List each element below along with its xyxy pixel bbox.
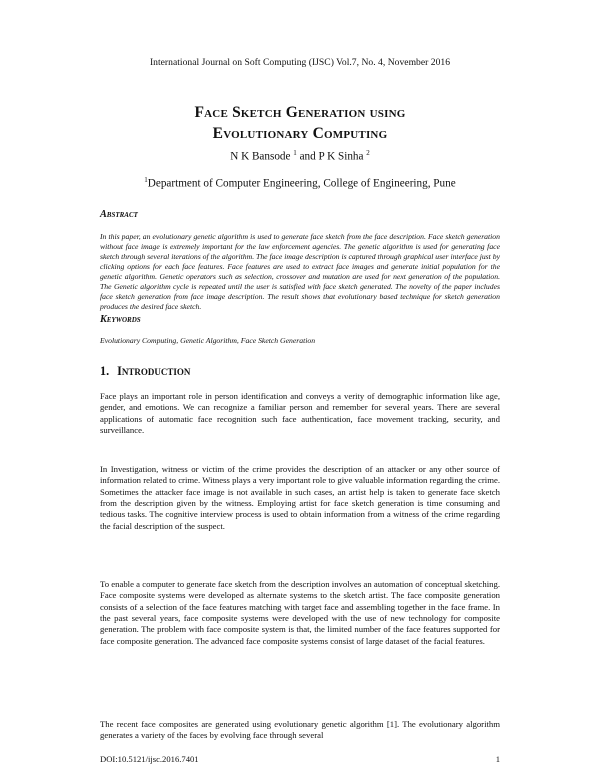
section-number: 1. [100,364,110,378]
author-2-affil-mark: 2 [366,149,370,157]
title-line-2: Evolutionary Computing [212,125,388,142]
intro-paragraph-4: The recent face composites are generated using evolutionary genetic algorithm [1]. The evolutionary algorithm generates a variety of the faces by evolving face through several [100,719,500,741]
author-1-affil-mark: 1 [293,149,297,157]
keywords-text: Evolutionary Computing, Genetic Algorithm, Face Sketch Generation [100,336,316,345]
abstract-heading: Abstract [100,209,138,220]
page-number: 1 [495,754,500,764]
abstract-text: In this paper, an evolutionary genetic algorithm is used to generate face sketch from the face description. Face sketch generation without face image is extremely important for the law enforcement agencies. The genetic algorithm is used for generating face sketch through several iterations of the algorithm. The face image description is captured through graphical user interface just by clicking options for each face features. Face features are used to extract face images and generate initial population for the genetic algorithm. Genetic operators such as selection, crossover and mutation are used for next generation of the population. The Genetic algorithm cycle is repeated until the user is satisfied with face sketch generated. The novelty of the paper includes face sketch generation from face image description. The result shows that evolutionary based technique for sketch generation produces the desired face sketch. [100,232,500,311]
author-1: N K Bansode [230,150,291,163]
author-list [0,149,600,163]
intro-paragraph-3: To enable a computer to generate face sketch from the description involves an automation of conceptual sketching. Face composite systems were developed as alternate systems to the sketch artist. The face composite generation consists of a selection of the face features matching with target face and assembling together in the face frame. In the past several years, face composite systems were developed with the use of new technology for composite generation. The problem with face composite system is that, the limited number of the face features supported for face composite generation. The advanced face composite systems consist of large dataset of the facial features. [100,579,500,646]
intro-paragraph-2: In Investigation, witness or victim of the crime provides the description of an attacker or any other source of information related to crime. Witness plays a very important role to give valuable information regarding the crime. Sometimes the attacker face image is not available in such cases, an artist help is taken to generate face sketch from the description given by the witness. Employing artist for face sketch generation is time consuming and tedious tasks. The cognitive interview process is used to obtain information from a witness of the crime regarding the facial description of the suspect. [100,464,500,531]
journal-header: International Journal on Soft Computing (IJSC) Vol.7, No. 4, November 2016 [149,57,451,68]
keywords-heading: Keywords [100,314,141,325]
author-connector: and [296,150,319,163]
introduction-heading [100,364,190,379]
affiliation [0,176,600,190]
affiliation-text: Department of Computer Engineering, College of Engineering, Pune [147,177,456,190]
intro-paragraph-1: Face plays an important role in person identification and conveys a verity of demographic information like age, gender, and emotions. We can recognize a familiar person and remember for several years. There are several applications of automatic face recognition such face authentication, face movement tracking, security, and surveillance. [100,391,500,436]
paper-title [0,102,600,144]
author-2: P K Sinha [318,150,364,163]
footer-doi: DOI:10.5121/ijsc.2016.7401 [100,754,199,764]
title-line-1: Face Sketch Generation using [194,104,406,121]
section-title: Introduction [117,364,191,378]
affiliation-mark: 1 [144,176,148,184]
